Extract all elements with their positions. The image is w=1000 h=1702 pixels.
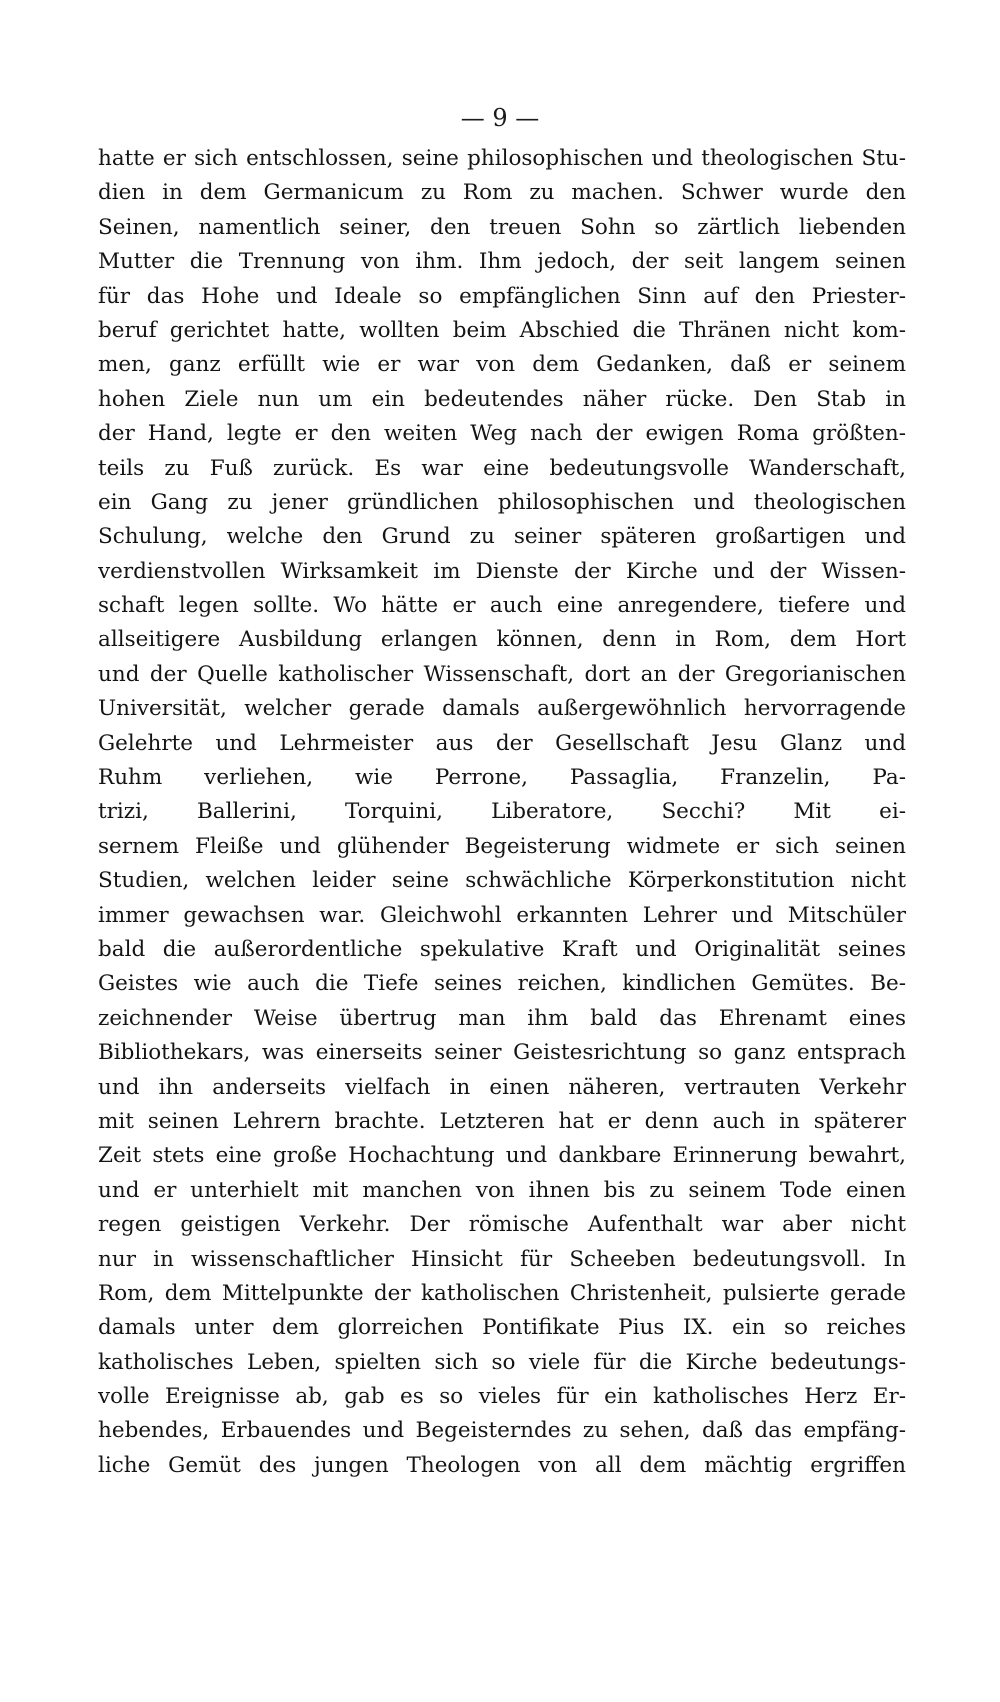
text-line: trizi, Ballerini, Torquini, Liberatore, Secchi? Mit ei- xyxy=(98,799,906,825)
text-line: Ruhm verliehen, wie Perrone, Passaglia, Franzelin, Pa- xyxy=(98,765,906,791)
text-line: Studien, welchen leider seine schwächliche Körperkonstitution nicht xyxy=(98,868,906,894)
body-text xyxy=(98,142,906,1483)
text-line: Rom, dem Mittelpunkte der katholischen Christenheit, pulsierte gerade xyxy=(98,1280,906,1306)
text-line: nur in wissenschaftlicher Hinsicht für Scheeben bedeutungsvoll. In xyxy=(98,1246,906,1272)
text-line: für das Hohe und Ideale so empfänglichen Sinn auf den Priester- xyxy=(98,283,906,309)
text-line: Mutter die Trennung von ihm. Ihm jedoch, der seit langem seinen xyxy=(98,249,906,275)
page-number: — 9 — xyxy=(460,104,540,132)
text-line: damals unter dem glorreichen Pontifikate Pius IX. ein so reiches xyxy=(98,1315,906,1341)
text-line: Geistes wie auch die Tiefe seines reichen, kindlichen Gemütes. Be- xyxy=(98,971,906,997)
text-line: teils zu Fuß zurück. Es war eine bedeutungsvolle Wanderschaft, xyxy=(98,455,906,481)
text-line: Seinen, namentlich seiner, den treuen Sohn so zärtlich liebenden xyxy=(98,214,906,240)
text-line: mit seinen Lehrern brachte. Letzteren hat er denn auch in späterer xyxy=(98,1108,906,1134)
text-line: zeichnender Weise übertrug man ihm bald das Ehrenamt eines xyxy=(98,1005,906,1031)
text-line: Schulung, welche den Grund zu seiner späteren großartigen und xyxy=(98,524,906,550)
text-line: immer gewachsen war. Gleichwohl erkannten Lehrer und Mitschüler xyxy=(98,902,906,928)
text-line: und er unterhielt mit manchen von ihnen bis zu seinem Tode einen xyxy=(98,1177,906,1203)
text-line: sernem Fleiße und glühender Begeisterung widmete er sich seinen xyxy=(98,833,906,859)
text-line: volle Ereignisse ab, gab es so vieles für ein katholisches Herz Er- xyxy=(98,1384,906,1410)
text-line: Zeit stets eine große Hochachtung und dankbare Erinnerung bewahrt, xyxy=(98,1143,906,1169)
text-line: der Hand, legte er den weiten Weg nach der ewigen Roma größten- xyxy=(98,421,906,447)
text-line: katholisches Leben, spielten sich so viele für die Kirche bedeutungs- xyxy=(98,1349,906,1375)
text-line: Bibliothekars, was einerseits seiner Geistesrichtung so ganz entsprach xyxy=(98,1040,906,1066)
text-line: allseitigere Ausbildung erlangen können, denn in Rom, dem Hort xyxy=(98,627,906,653)
text-line: schaft legen sollte. Wo hätte er auch eine anregendere, tiefere und xyxy=(98,593,906,619)
text-line: verdienstvollen Wirksamkeit im Dienste der Kirche und der Wissen- xyxy=(98,558,906,584)
text-line: men, ganz erfüllt wie er war von dem Gedanken, daß er seinem xyxy=(98,352,906,378)
text-line: bald die außerordentliche spekulative Kraft und Originalität seines xyxy=(98,936,906,962)
text-line: und ihn anderseits vielfach in einen näheren, vertrauten Verkehr xyxy=(98,1074,906,1100)
text-line: hatte er sich entschlossen, seine philosophischen und theologischen Stu- xyxy=(98,146,906,171)
text-line: liche Gemüt des jungen Theologen von all dem mächtig ergriffen xyxy=(98,1452,906,1478)
text-line: Universität, welcher gerade damals außergewöhnlich hervorragende xyxy=(98,696,906,722)
text-line: hohen Ziele nun um ein bedeutendes näher rücke. Den Stab in xyxy=(98,386,906,412)
text-line: Gelehrte und Lehrmeister aus der Gesellschaft Jesu Glanz und xyxy=(98,730,906,756)
text-line: hebendes, Erbauendes und Begeisterndes zu sehen, daß das empfäng- xyxy=(98,1418,906,1444)
text-line: beruf gerichtet hatte, wollten beim Abschied die Thränen nicht kom- xyxy=(98,317,906,343)
text-line: regen geistigen Verkehr. Der römische Aufenthalt war aber nicht xyxy=(98,1212,906,1238)
text-line: dien in dem Germanicum zu Rom zu machen. Schwer wurde den xyxy=(98,180,906,206)
text-line: und der Quelle katholischer Wissenschaft, dort an der Gregorianischen xyxy=(98,661,906,687)
text-line: ein Gang zu jener gründlichen philosophischen und theologischen xyxy=(98,489,906,515)
